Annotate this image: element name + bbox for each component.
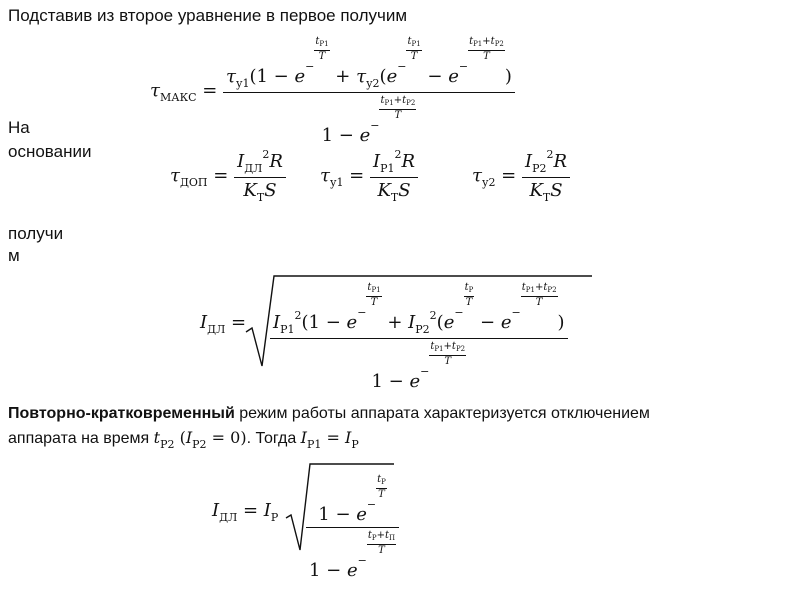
basis-text-line2: основании [8,142,92,161]
formula-i-dl-label: $I_{ДЛ}$ = [200,312,247,336]
intro-text: Подставив из второе уравнение в первое получим [8,6,408,25]
formula-tau-dop: $\tau_{ДОП}$ = $\frac{I_{ДЛ}^2R}{K_ТS}$ [170,148,286,204]
basis-text-line1: На [8,118,30,137]
formula-i-dl-final-fraction: 1 − e− $\frac{t_Р}{T}$ 1 − e− $\frac{t_Р+t_П}{T}$ [306,474,399,581]
mode-paragraph-line1 [8,404,650,424]
formula-i-dl-final-label: $I_{ДЛ} = I_Р$ [212,500,279,524]
formula-tau-y1: $\tau_{у1}$ = $\frac{I_{Р1}^2R}{K_ТS}$ [320,148,418,204]
mode-paragraph-line2: аппарата на время $t_{Р2}$ $(I_{Р2} = 0)$. Тогда $I_{Р1} = I_Р$ [8,428,359,451]
mode-description: режим работы аппарата характеризуется отключением [234,405,650,422]
formula-tau-max: $\tau_{МАКС}$ = $\tau_{у1}(1 - e-$ $\frac{t_{Р1}}{T}$ + $\tau_{у2}(e-$ $\frac{t_{Р1}}{T}$ − e− $\frac{t_{Р1}+t_{Р2}}{T}$ ) 1 − e− $\frac{t_{Р1}+t_{Р2}}{T}$ [150,36,515,146]
formula-tau-y2: $\tau_{у2}$ = $\frac{I_{Р2}^2R}{K_ТS}$ [472,148,570,204]
result-text-line2: м [8,246,20,265]
result-text-line1: получи [8,224,64,243]
mode-term: Повторно-кратковременный [8,405,235,422]
formula-i-dl-fraction: $I_{Р1}^2(1 - e-$ $\frac{t_{Р1}}{T}$ + $I_{Р2}^2(e-$ $\frac{t_Р}{T}$ − e− $\frac{t_{Р1}+t_{Р2}}{T}$ ) 1 − e− $\frac{t_{Р1}+t_{Р2}}{T}$ [270,282,568,392]
